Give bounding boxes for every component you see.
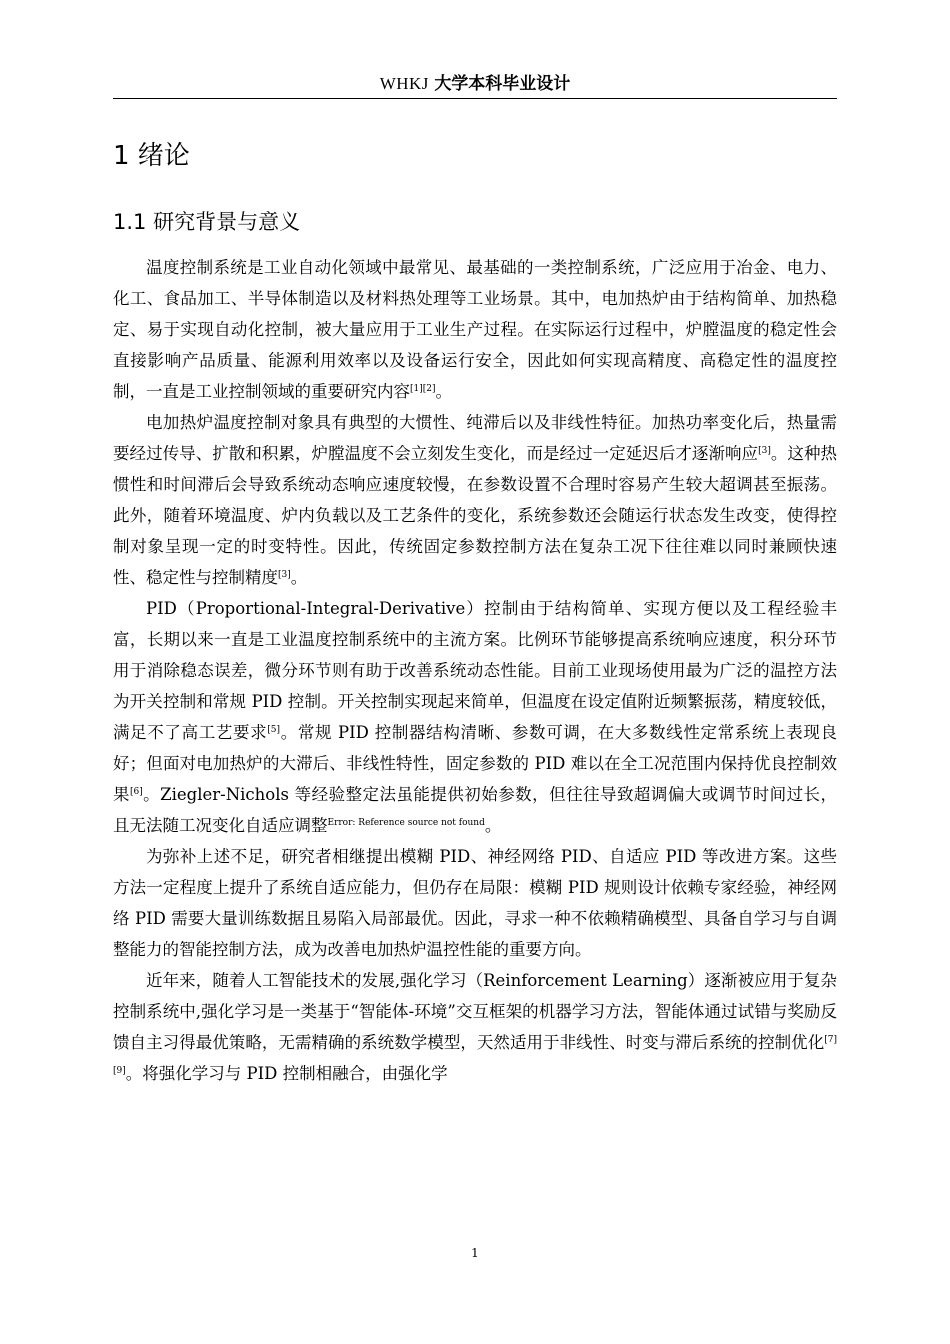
citation-ref: [6] xyxy=(129,787,143,797)
paragraph xyxy=(113,593,837,841)
text-run: 。这种热惯性和时间滞后会导致系统动态响应速度较慢，在参数设置不合理时容易产生较大超调甚至振荡。此外，随着环境温度、炉内负载以及工艺条件的变化，系统参数还会随运行状态发生改变，使得控制对象呈现一定的时变特性。因此，传统固定参数控制方法在复杂工况下往往难以同时兼顾快速性、稳定性与控制精度 xyxy=(113,444,838,587)
citation-ref: [5] xyxy=(267,725,281,735)
section-title: 1.1 研究背景与意义 xyxy=(113,210,301,234)
text-run: 为弥补上述不足，研究者相继提出模糊 PID、神经网络 PID、自适应 PID 等改进方案。这些方法一定程度上提升了系统自适应能力，但仍存在局限：模糊 PID 规则设计依赖专家经验，神经网络 PID 需要大量训练数据且易陷入局部最优。因此，寻求一种不依赖精确模型、具备自学习与自调整能力的智能控制方法，成为改善电加热炉温控性能的重要方向。 xyxy=(113,847,837,959)
citation-ref: [3] xyxy=(278,570,291,580)
page-header xyxy=(113,70,837,99)
citation-ref: [7][9] xyxy=(113,1035,837,1076)
citation-ref: Error: Reference source not found xyxy=(327,818,485,828)
text-run: 。 xyxy=(290,568,308,587)
citation-ref: [3] xyxy=(758,446,771,456)
text-run: 。常规 PID 控制器结构清晰、参数可调，在大多数线性定常系统上表现良好；但面对电加热炉的大滞后、非线性特性，固定参数的 PID 难以在全工况范围内保持优良控制效果 xyxy=(113,723,837,804)
paragraph xyxy=(113,407,837,593)
text-run: 。 xyxy=(435,382,452,401)
text-run: 。将强化学习与 PID 控制相融合，由强化学 xyxy=(125,1064,448,1083)
header-thesis-label: 大学本科毕业设计 xyxy=(434,74,571,94)
page-number: 1 xyxy=(471,1246,479,1260)
body-text xyxy=(113,252,837,1089)
citation-ref: [1][2] xyxy=(410,384,436,394)
text-run: 温度控制系统是工业自动化领域中最常见、最基础的一类控制系统，广泛应用于冶金、电力、化工、食品加工、半导体制造以及材料热处理等工业场景。其中，电加热炉由于结构简单、加热稳定、易于实现自动化控制，被大量应用于工业生产过程。在实际运行过程中，炉膛温度的稳定性会直接影响产品质量、能源利用效率以及设备运行安全，因此如何实现高精度、高稳定性的温度控制，一直是工业控制领域的重要研究内容 xyxy=(113,258,837,401)
paragraph xyxy=(113,965,837,1089)
text-run: 近年来，随着人工智能技术的发展,强化学习（Reinforcement Learning）逐渐被应用于复杂控制系统中,强化学习是一类基于“智能体-环境”交互框架的机器学习方法，智能体通过试错与奖励反馈自主习得最优策略，无需精确的系统数学模型，天然适用于非线性、时变与滞后系统的控制优化 xyxy=(113,971,837,1052)
paragraph xyxy=(113,841,837,965)
text-run: 。 xyxy=(484,816,502,835)
paragraph xyxy=(113,252,837,407)
text-run: 。Ziegler-Nichols 等经验整定法虽能提供初始参数，但往往导致超调偏大或调节时间过长，且无法随工况变化自适应调整 xyxy=(113,785,837,835)
chapter-title: 1 绪论 xyxy=(113,141,190,171)
text-run: PID（Proportional-Integral-Derivative）控制由于结构简单、实现方便以及工程经验丰富，长期以来一直是工业温度控制系统中的主流方案。比例环节能够提高系统响应速度，积分环节用于消除稳态误差，微分环节则有助于改善系统动态性能。目前工业现场使用最为广泛的温控方法为开关控制和常规 PID 控制。开关控制实现起来简单，但温度在设定值附近频繁振荡，精度较低，满足不了高工艺要求 xyxy=(113,599,837,742)
header-school: WHKJ xyxy=(379,74,429,93)
text-run: 电加热炉温度控制对象具有典型的大惯性、纯滞后以及非线性特征。加热功率变化后，热量需要经过传导、扩散和积累，炉膛温度不会立刻发生变化，而是经过一定延迟后才逐渐响应 xyxy=(113,413,837,463)
